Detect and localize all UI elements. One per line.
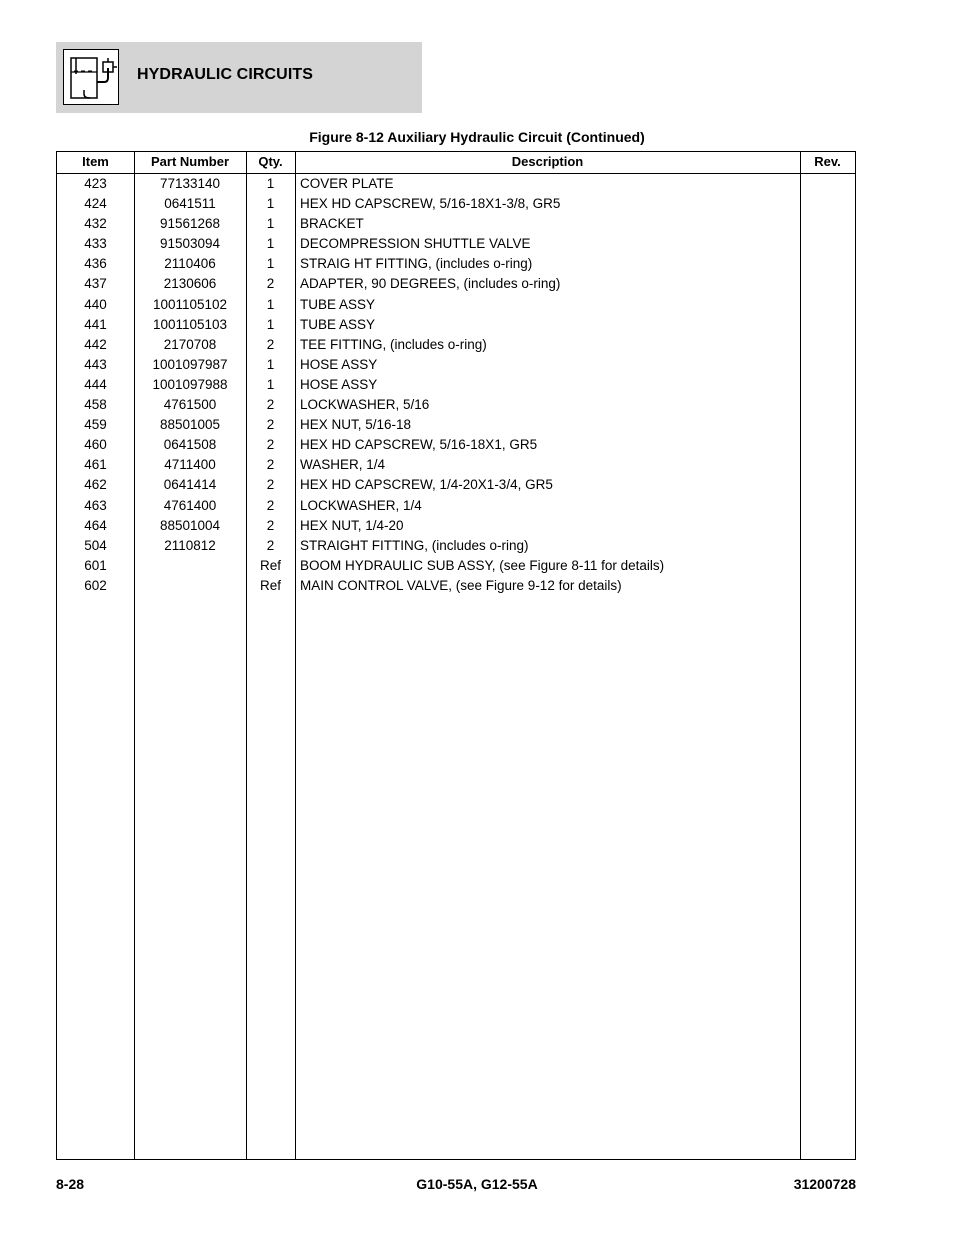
table-row [57,214,855,234]
cell-description: HEX HD CAPSCREW, 5/16-18X1-3/8, GR5 [300,196,561,212]
cell-qty: 2 [266,457,275,473]
column-header-rev: Rev. [814,154,841,169]
cell-description: MAIN CONTROL VALVE, (see Figure 9-12 for details) [300,577,622,593]
section-title: HYDRAULIC CIRCUITS [137,66,314,83]
table-row [57,194,855,214]
table-row [57,455,855,475]
table-row [57,475,855,495]
cell-qty: 1 [266,196,275,212]
cell-qty: 1 [266,296,275,312]
cell-item: 601 [84,557,107,573]
cell-qty: 2 [266,417,275,433]
cell-part-number: 91561268 [159,216,221,232]
cell-description: BOOM HYDRAULIC SUB ASSY, (see Figure 8-11 for details) [300,557,665,573]
cell-qty: 1 [266,216,275,232]
column-header-description: Description [511,154,584,169]
cell-item: 504 [84,537,107,553]
cell-item: 460 [84,437,107,453]
table-row [57,556,855,576]
cell-part-number: 1001097987 [152,356,228,372]
cell-description: STRAIGHT FITTING, (includes o-ring) [300,537,529,553]
cell-description: HEX HD CAPSCREW, 1/4-20X1-3/4, GR5 [300,477,553,493]
cell-part-number: 2110406 [164,256,216,272]
cell-item: 437 [84,276,107,292]
cell-part-number: 91503094 [159,236,221,252]
cell-qty: 2 [266,477,275,493]
cell-qty: 2 [266,276,275,292]
cell-description: TUBE ASSY [300,316,376,332]
cell-qty: 2 [266,517,275,533]
cell-part-number: 1001105103 [152,316,228,332]
cell-part-number: 4761400 [163,497,217,513]
cell-item: 463 [84,497,107,513]
column-header-part-number: Part Number [150,154,230,169]
figure-title: Figure 8-12 Auxiliary Hydraulic Circuit (Continued) [309,129,645,145]
cell-item: 442 [84,336,107,352]
cell-description: HOSE ASSY [300,376,378,392]
cell-qty: Ref [259,577,281,593]
cell-qty: 1 [266,316,275,332]
cell-description: ADAPTER, 90 DEGREES, (includes o-ring) [300,276,561,292]
cell-part-number: 77133140 [159,176,221,191]
cell-description: DECOMPRESSION SHUTTLE VALVE [300,236,531,252]
cell-item: 432 [84,216,107,232]
cell-description: LOCKWASHER, 1/4 [300,497,422,513]
cell-part-number: 88501004 [159,517,221,533]
table-body [57,174,855,596]
cell-item: 424 [84,196,107,212]
cell-item: 433 [84,236,107,252]
table-row [57,395,855,415]
cell-qty: 1 [266,176,275,191]
cell-item: 461 [84,457,107,473]
cell-item: 443 [84,356,107,372]
cell-part-number: 4711400 [164,457,216,473]
cell-part-number: 1001105102 [152,296,228,312]
cell-item: 436 [84,256,107,272]
cell-qty: 2 [266,437,275,453]
table-row [57,295,855,315]
cell-qty: 2 [266,537,275,553]
table-row [57,335,855,355]
table-row [57,415,855,435]
cell-part-number: 2130606 [163,276,217,292]
cell-item: 602 [84,577,107,593]
cell-item: 462 [84,477,107,493]
cell-qty: Ref [259,557,281,573]
cell-item: 464 [84,517,107,533]
cell-qty: 1 [266,256,275,272]
table-row [57,355,855,375]
cell-qty: 1 [266,236,275,252]
cell-part-number: 88501005 [159,417,221,433]
page-number: 8-28 [56,1176,85,1192]
table-row [57,435,855,455]
cell-description: HEX NUT, 1/4-20 [300,517,404,533]
parts-table [56,151,856,1160]
cell-item: 444 [84,376,107,392]
cell-description: STRAIG HT FITTING, (includes o-ring) [300,256,533,272]
cell-description: BRACKET [300,216,364,232]
section-header [56,42,422,113]
table-row [57,274,855,294]
cell-qty: 2 [266,397,275,413]
cell-qty: 2 [266,497,275,513]
table-row [57,254,855,274]
cell-part-number: 2110812 [164,537,216,553]
cell-part-number: 0641414 [163,477,217,493]
table-row [57,536,855,556]
cell-description: HEX NUT, 5/16-18 [300,417,412,433]
table-row [57,234,855,254]
table-row [57,315,855,335]
cell-description: TUBE ASSY [300,296,376,312]
cell-description: TEE FITTING, (includes o-ring) [300,336,487,352]
table-row [57,174,855,194]
cell-part-number: 2170708 [163,336,217,352]
cell-qty: 1 [266,376,275,392]
cell-qty: 2 [266,336,275,352]
cell-part-number: 4761500 [163,397,217,413]
cell-description: HEX HD CAPSCREW, 5/16-18X1, GR5 [300,437,538,453]
cell-item: 440 [84,296,107,312]
cell-qty: 1 [266,356,275,372]
table-row [57,375,855,395]
table-row [57,516,855,536]
column-header-item: Item [82,154,109,169]
cell-description: HOSE ASSY [300,356,378,372]
cell-item: 459 [84,417,107,433]
cell-item: 458 [84,397,107,413]
table-row [57,576,855,596]
cell-description: WASHER, 1/4 [300,457,386,473]
model-name: G10-55A, G12-55A [416,1176,538,1192]
manual-number: 31200728 [793,1176,856,1192]
cell-item: 423 [84,176,107,191]
column-header-qty: Qty. [258,154,283,169]
table-row [57,496,855,516]
cell-part-number: 0641511 [164,196,216,212]
cell-description: COVER PLATE [300,176,394,191]
cell-description: LOCKWASHER, 5/16 [300,397,430,413]
cell-item: 441 [84,316,107,332]
hydraulic-tank-icon [63,49,119,105]
cell-part-number: 0641508 [163,437,217,453]
cell-part-number: 1001097988 [152,376,228,392]
